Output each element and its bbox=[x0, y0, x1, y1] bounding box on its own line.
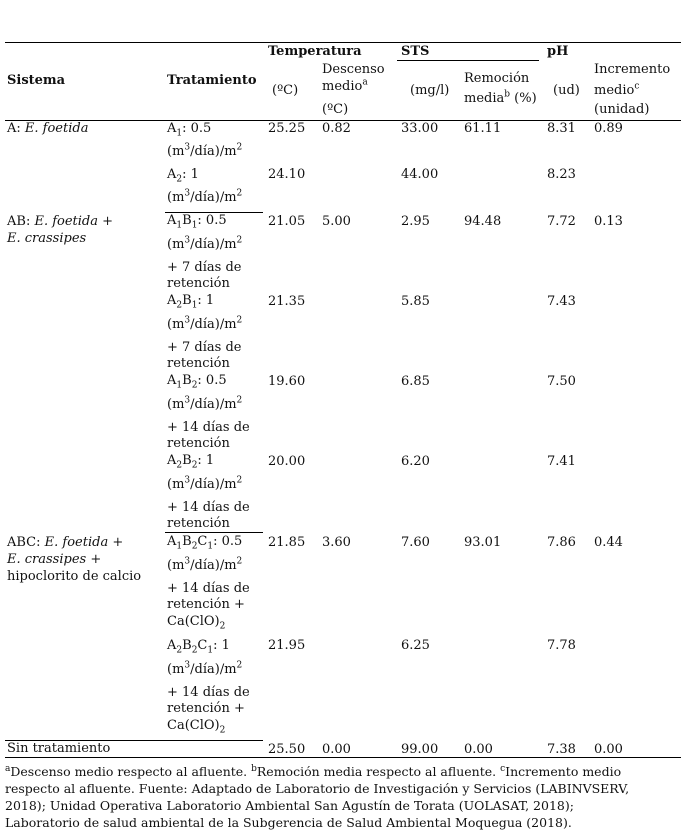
group-rule-ab bbox=[165, 532, 263, 533]
header-remocion-2: media$^b$ (%) bbox=[464, 89, 537, 106]
header-incremento-2: medio$^c$ bbox=[594, 81, 640, 98]
treatment-cacl: $Ca(ClO)_2$ bbox=[167, 718, 226, 736]
cell-temp: 21.35 bbox=[268, 294, 306, 309]
cell-incremento: 0.00 bbox=[594, 742, 623, 757]
treatment-retention: retención + bbox=[167, 597, 245, 612]
treatment-retention: + 14 días de bbox=[167, 500, 250, 515]
top-rule bbox=[5, 42, 681, 43]
cell-sts: 2.95 bbox=[401, 214, 430, 229]
header-descenso-1: Descenso bbox=[322, 62, 385, 77]
cell-ph: 7.86 bbox=[547, 535, 576, 550]
treatment-a1b2: $A_1B_2$: 0.5 bbox=[167, 373, 227, 391]
footnote-line-4: Laboratorio de salud ambiental de la Subgerencia de Salud Ambiental Moquegua (2018). bbox=[5, 815, 572, 830]
system-ab-line1: AB: E. foetida + bbox=[7, 214, 114, 229]
system-a: A: E. foetida bbox=[7, 121, 89, 136]
cell-temp: 21.85 bbox=[268, 535, 306, 550]
cell-temp: 25.50 bbox=[268, 742, 306, 757]
treatment-retention: + 14 días de bbox=[167, 420, 250, 435]
cell-ph: 7.72 bbox=[547, 214, 576, 229]
treatment-retention: retención bbox=[167, 436, 230, 451]
cell-ph: 8.31 bbox=[547, 121, 576, 136]
cell-sts: 99.00 bbox=[401, 742, 439, 757]
cell-temp: 25.25 bbox=[268, 121, 306, 136]
header-incremento-1: Incremento bbox=[594, 62, 671, 77]
treatment-a1: $A_1$: 0.5 bbox=[167, 121, 212, 139]
cell-descenso: 3.60 bbox=[322, 535, 351, 550]
system-ab-line2: E. crassipes bbox=[7, 231, 87, 246]
cell-remocion: 94.48 bbox=[464, 214, 502, 229]
cell-incremento: 0.13 bbox=[594, 214, 623, 229]
footnote-line-1: $^a$Descenso medio respecto al afluente. $^b$Remoción media respecto al afluente. $^c$Incremento medio bbox=[5, 763, 622, 779]
treatment-a2: $A_2$: 1 bbox=[167, 167, 199, 185]
treatment-a1b1: $A_1B_1$: 0.5 bbox=[167, 213, 227, 231]
header-remocion-1: Remoción bbox=[464, 71, 530, 86]
treatment-retention: retención bbox=[167, 356, 230, 371]
cell-sts: 6.85 bbox=[401, 374, 430, 389]
treatment-a2b2: $A_2B_2$: 1 bbox=[167, 453, 215, 471]
footnote-line-2: respecto al afluente. Fuente: Adaptado de Laboratorio de Investigación y Servicios (LABINVSERV, bbox=[5, 781, 630, 796]
cell-remocion: 0.00 bbox=[464, 742, 493, 757]
header-ph: pH bbox=[547, 44, 569, 59]
cell-ph: 7.78 bbox=[547, 638, 576, 653]
cell-sts: 5.85 bbox=[401, 294, 430, 309]
cell-sts: 7.60 bbox=[401, 535, 430, 550]
cell-sts: 6.25 bbox=[401, 638, 430, 653]
cell-incremento: 0.44 bbox=[594, 535, 623, 550]
treatment-retention: + 7 días de bbox=[167, 340, 242, 355]
cell-temp: 19.60 bbox=[268, 374, 306, 389]
treatment-retention: retención bbox=[167, 276, 230, 291]
header-tratamiento: Tratamiento bbox=[167, 73, 257, 88]
cell-ph: 7.43 bbox=[547, 294, 576, 309]
cell-temp: 20.00 bbox=[268, 454, 306, 469]
system-abc-line1: ABC: E. foetida + bbox=[7, 535, 124, 550]
system-abc-line3: hipoclorito de calcio bbox=[7, 569, 142, 584]
header-sts: STS bbox=[401, 44, 430, 59]
cell-ph: 7.41 bbox=[547, 454, 576, 469]
cell-descenso: 5.00 bbox=[322, 214, 351, 229]
cell-temp: 21.95 bbox=[268, 638, 306, 653]
header-descenso-2: medio$^a$ bbox=[322, 77, 368, 94]
treatment-cacl: $Ca(ClO)_2$ bbox=[167, 614, 226, 632]
treatment-unit: $(m^3/día)/m^2$ bbox=[167, 235, 243, 252]
treatment-retention: retención bbox=[167, 516, 230, 531]
header-temp-unit: (ºC) bbox=[272, 83, 299, 98]
cell-temp: 21.05 bbox=[268, 214, 306, 229]
cell-descenso: 0.82 bbox=[322, 121, 351, 136]
cell-incremento: 0.89 bbox=[594, 121, 623, 136]
treatment-unit: $(m^3/día)/m^2$ bbox=[167, 315, 243, 332]
header-sistema: Sistema bbox=[7, 73, 66, 88]
sts-rule bbox=[397, 60, 539, 61]
cell-remocion: 93.01 bbox=[464, 535, 502, 550]
treatment-a2b2c1: $A_2B_2C_1$: 1 bbox=[167, 638, 230, 656]
treatment-retention: + 14 días de bbox=[167, 685, 250, 700]
system-abc-line2: E. crassipes + bbox=[7, 552, 102, 567]
treatment-retention: retención + bbox=[167, 701, 245, 716]
treatment-unit: $(m^3/día)/m^2$ bbox=[167, 475, 243, 492]
cell-ph: 7.38 bbox=[547, 742, 576, 757]
cell-sts: 6.20 bbox=[401, 454, 430, 469]
treatment-unit: $(m^3/día)/m^2$ bbox=[167, 188, 243, 205]
treatment-a1b2c1: $A_1B_2C_1$: 0.5 bbox=[167, 534, 243, 552]
cell-ph: 8.23 bbox=[547, 167, 576, 182]
header-descenso-3: (ºC) bbox=[322, 102, 349, 117]
treatment-a2b1: $A_2B_1$: 1 bbox=[167, 293, 215, 311]
footnote-line-3: 2018); Unidad Operativa Laboratorio Ambiental San Agustín de Torata (UOLASAT, 2018); bbox=[5, 798, 574, 813]
system-none: Sin tratamiento bbox=[7, 741, 111, 756]
cell-remocion: 61.11 bbox=[464, 121, 502, 136]
cell-sts: 33.00 bbox=[401, 121, 439, 136]
treatment-unit: $(m^3/día)/m^2$ bbox=[167, 395, 243, 412]
treatment-unit: $(m^3/día)/m^2$ bbox=[167, 556, 243, 573]
treatment-unit: $(m^3/día)/m^2$ bbox=[167, 660, 243, 677]
header-incremento-3: (unidad) bbox=[594, 102, 650, 117]
treatment-unit: $(m^3/día)/m^2$ bbox=[167, 142, 243, 159]
cell-ph: 7.50 bbox=[547, 374, 576, 389]
cell-sts: 44.00 bbox=[401, 167, 439, 182]
header-sts-unit: (mg/l) bbox=[410, 83, 450, 98]
cell-descenso: 0.00 bbox=[322, 742, 351, 757]
header-ph-unit: (ud) bbox=[553, 83, 580, 98]
treatment-retention: + 14 días de bbox=[167, 581, 250, 596]
cell-temp: 24.10 bbox=[268, 167, 306, 182]
treatment-retention: + 7 días de bbox=[167, 260, 242, 275]
header-temperatura: Temperatura bbox=[268, 44, 362, 59]
